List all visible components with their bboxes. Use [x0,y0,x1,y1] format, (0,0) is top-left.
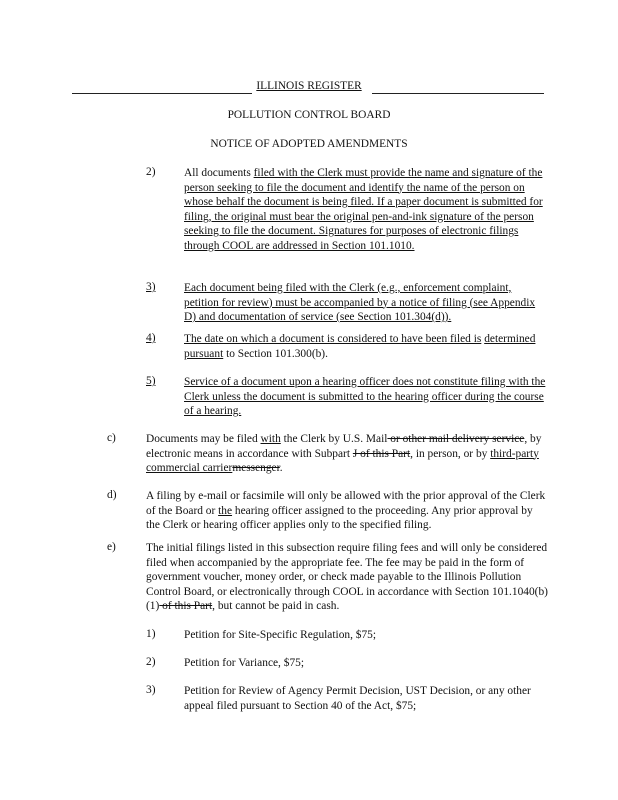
board-title: POLLUTION CONTROL BOARD [227,109,391,121]
section-d-text: A filing by e-mail or facsimile will only be allowed with the prior approval of the Clerk of the Board or the hearing officer assigned to the proceeding. Any prior approval by the Clerk or hearing officer applies only to the specified filing. [146,490,546,531]
item-2-text: All documents filed with the Clerk must provide the name and signature of the person seeking to file the document and identify the name of the person on whose behalf the document is being filed. If a paper document is submitted for filing, the original must bear the original pen-and-ink signature of the person seeking to file the document. Signatures for purposes of electronic filings through COOL are addressed in Section 101.1010. [184,167,543,252]
fee-2-text: Petition for Variance, $75; [184,657,304,669]
item-4-text: The date on which a document is considered to have been filed is determined pursuant to Section 101.300(b). [184,333,536,360]
register-title: ILLINOIS REGISTER [256,80,362,92]
item-4-number: 4) [146,332,156,344]
section-e-text: The initial filings listed in this subsection require filing fees and will only be considered filed when accompanied by the appropriate fee. The fee may be paid in the form of government voucher, money order, or check made payable to the Illinois Pollution Control Board, or electronically through COOL in accordance with Section 101.1040(b)(1) of this Part, but cannot be paid in cash. [146,542,548,612]
section-d-label: d) [107,489,117,501]
section-c1-text: Documents may be filed with the Clerk by U.S. Mail or other mail delivery service, by electronic means in accordance with Subpart J of this Part, in person, or by third-party commercial carriermessenger. [146,433,542,474]
item-2-number: 2) [146,166,156,178]
header-rule-left [72,93,252,94]
section-e-label: e) [107,541,116,553]
fee-2-number: 2) [146,656,156,668]
fee-3-text: Petition for Review of Agency Permit Decision, UST Decision, or any other appeal filed pursuant to Section 40 of the Act, $75; [184,685,531,712]
item-5-number: 5) [146,375,156,387]
notice-title: NOTICE OF ADOPTED AMENDMENTS [210,138,408,150]
fee-3-number: 3) [146,684,156,696]
header-rule-right [372,93,544,94]
item-5-text: Service of a document upon a hearing officer does not constitute filing with the Clerk unless the document is submitted to the hearing officer during the course of a hearing. [184,376,546,417]
section-c1-label: c) [107,432,116,444]
fee-1-number: 1) [146,628,156,640]
fee-1-text: Petition for Site-Specific Regulation, $75; [184,629,377,641]
item-3-number: 3) [146,281,156,293]
item-3-text: Each document being filed with the Clerk (e.g., enforcement complaint, petition for review) must be accompanied by a notice of filing (see Appendix D) and documentation of service (see Section 101.304(d)). [184,282,536,323]
